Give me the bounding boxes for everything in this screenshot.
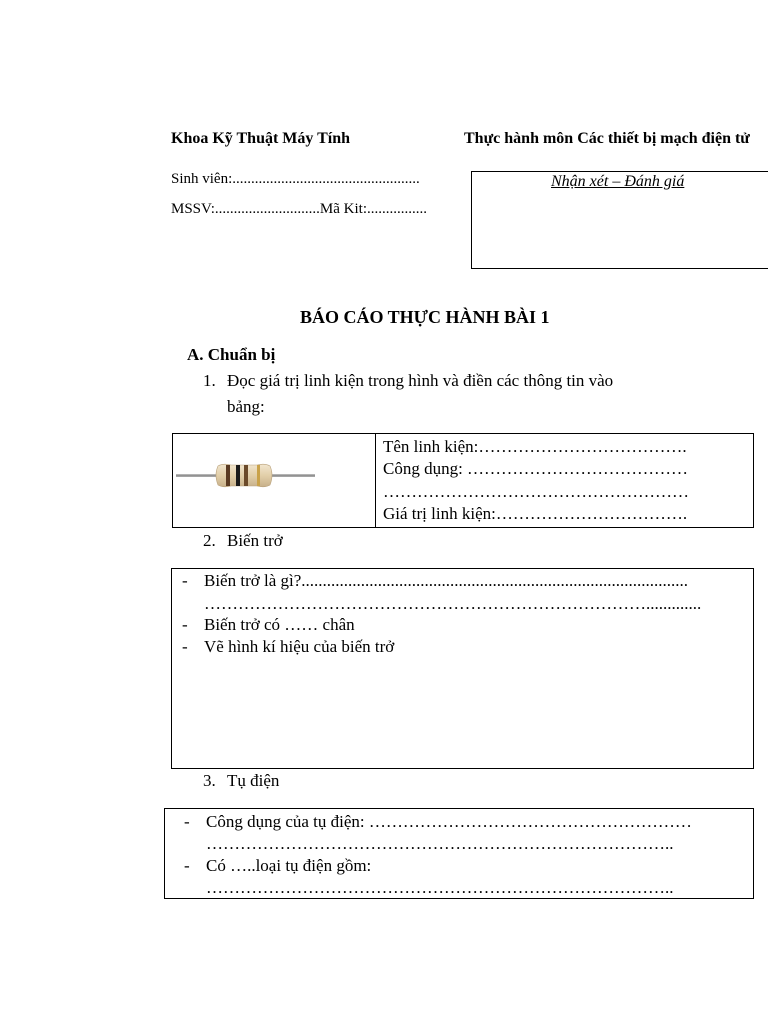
potentiometer-q1-continuation: ……………………………………………………………………............. (204, 594, 702, 613)
item2-number: 2. (203, 531, 216, 550)
potentiometer-q1-text: Biến trở là gì?........................................................................................... (204, 571, 689, 590)
item1-text-line2: bảng: (227, 397, 265, 416)
capacitor-q1-text: Công dụng của tụ điện: ………………………………………………… (206, 812, 692, 831)
potentiometer-q3 (182, 636, 394, 658)
potentiometer-q2 (182, 614, 355, 636)
component-name-field: Tên linh kiện:………………………………. (383, 437, 687, 456)
resistor-image (173, 434, 315, 527)
item2-title: Biến trở (227, 531, 283, 550)
bullet-dash: - (184, 812, 190, 831)
component-usage-field: Công dụng: ………………………………… (383, 459, 689, 478)
bullet-dash: - (184, 856, 190, 875)
report-title: BÁO CÁO THỰC HÀNH BÀI 1 (300, 307, 550, 327)
component-usage-continuation: ……………………………………………… (383, 482, 689, 501)
course-title: Thực hành môn Các thiết bị mạch điện tử (464, 130, 750, 147)
potentiometer-q1 (182, 570, 688, 592)
bullet-dash: - (182, 637, 188, 656)
capacitor-q2 (184, 855, 371, 877)
mssv-field: MSSV:............................ (171, 201, 320, 217)
bullet-dash: - (182, 615, 188, 634)
capacitor-q2-text: Có …..loại tụ điện gồm: (206, 856, 372, 875)
capacitor-q1-continuation: ……………………………………………………………………….. (206, 834, 674, 853)
bullet-dash: - (182, 571, 188, 590)
section-a-heading: A. Chuẩn bị (187, 345, 276, 364)
student-name-line: Sinh viên:.................................................. (171, 171, 420, 187)
item3-title: Tụ điện (227, 771, 280, 790)
item1-text-line1: Đọc giá trị linh kiện trong hình và điền các thông tin vào (227, 371, 614, 390)
review-box-title: Nhận xét – Đánh giá (551, 173, 685, 190)
capacitor-q2-continuation: ……………………………………………………………………….. (206, 878, 674, 897)
potentiometer-q2-text: Biến trở có …… chân (204, 615, 355, 634)
student-id-line (171, 201, 427, 218)
capacitor-q1 (184, 811, 692, 833)
faculty-name: Khoa Kỹ Thuật Máy Tính (171, 130, 351, 147)
item1-number: 1. (203, 371, 216, 390)
item3-number: 3. (203, 771, 216, 790)
component-value-field: Giá trị linh kiện:……………………………. (383, 504, 688, 523)
potentiometer-q3-text: Vẽ hình kí hiệu của biến trở (204, 637, 395, 656)
kit-field: Mã Kit:................ (319, 201, 428, 217)
table-divider (375, 433, 376, 528)
